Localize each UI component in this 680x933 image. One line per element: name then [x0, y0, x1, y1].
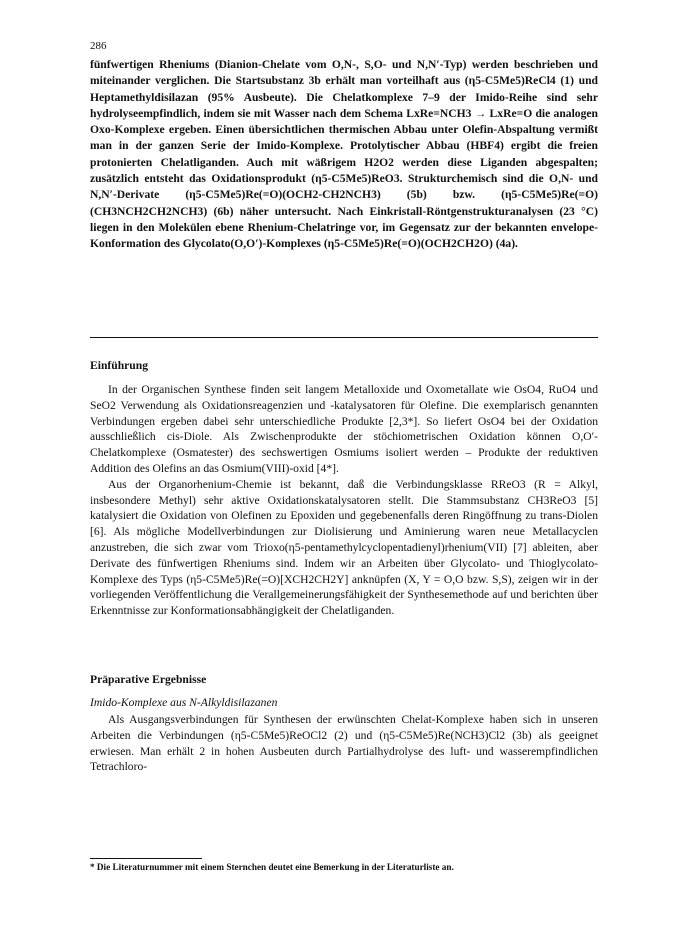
- section-heading-results: Präparative Ergebnisse: [90, 673, 207, 686]
- introduction-body: [90, 382, 598, 619]
- subsection-heading-imido: Imido-Komplexe aus N-Alkyldisilazanen: [90, 696, 278, 709]
- page-number: 286: [90, 40, 107, 52]
- results-paragraph-1: Als Ausgangsverbindungen für Synthesen der erwünschten Chelat-Komplexe haben sich in unseren Arbeiten die Verbindungen (η5-C5Me5)ReOCl2 (2) und (η5-C5Me5)Re(NCH3)Cl2 (3b) als geeignet erwiesen. Man erhält 2 in hohen Ausbeuten durch Partialhydrolyse des luft- und wasserempfindlichen Tetrachloro-: [90, 713, 598, 774]
- introduction-paragraph-2: Aus der Organorhenium-Chemie ist bekannt, daß die Verbindungsklasse RReO3 (R = Alkyl, insbesondere Methyl) sehr aktive Oxidationskatalysatoren stellt. Die Stammsubstanz CH3ReO3 [5] katalysiert die Oxidation von Olefinen zu Epoxiden und gegebenenfalls deren Ringöffnung zu trans-Diolen [6]. Als mögliche Modellverbindungen zur Diolisierung und Aminierung waren neue Metallacyclen anzustreben, die sich zwar vom Trioxo(η5-pentamethylcyclopentadienyl)rhenium(VII) [7] ableiten, aber Derivate des fünfwertigen Rheniums sind. Indem wir an Arbeiten über Glycolato- und Thioglycolato-Komplexe des Typs (η5-C5Me5)Re(=O)[XCH2CH2Y] anknüpfen (X, Y = O,O bzw. S,S), zeigen wir in der vorliegenden Veröffentlichung die Verallgemeinerungsfähigkeit der Synthesemethode auf und berichten über Erkenntnisse zur Konformationsabhängigkeit der Chelatliganden.: [90, 477, 598, 618]
- footnote-divider: [90, 858, 202, 859]
- section-heading-introduction: Einführung: [90, 359, 148, 372]
- abstract-paragraph: fünfwertigen Rheniums (Dianion-Chelate vom O,N-, S,O- und N,N′-Typ) werden beschrieben und miteinander verglichen. Die Startsubstanz 3b erhält man vorteilhaft aus (η5-C5Me5)ReCl4 (1) und Heptamethyldisilazan (95% Ausbeute). Die Chelatkomplexe 7–9 der Imido-Reihe sind sehr hydrolyseempfindlich, indem sie mit Wasser nach dem Schema LxRe=NCH3 → LxRe=O die analogen Oxo-Komplexe ergeben. Einen übersichtlichen thermischen Abbau unter Olefin-Abspaltung vermißt man in der ganzen Serie der Imido-Komplexe. Protolytischer Abbau (HBF4) ergibt die freien protonierten Chelatliganden. Auch mit wäßrigem H2O2 werden diese Liganden abgespalten; zusätzlich entsteht das Oxidationsprodukt (η5-C5Me5)ReO3. Strukturchemisch sind die O,N- und N,N′-Derivate (η5-C5Me5)Re(=O)(OCH2-CH2NCH3) (5b) bzw. (η5-C5Me5)Re(=O)(CH3NCH2CH2NCH3) (6b) näher untersucht. Nach Einkristall-Röntgenstrukturanalysen (23 °C) liegen in den Molekülen ebene Rhenium-Chelatringe vor, im Gegensatz zur der bekannten envelope-Konformation des Glycolato(O,O′)-Komplexes (η5-C5Me5)Re(=O)(OCH2CH2O) (4a).: [90, 58, 598, 251]
- abstract: [90, 57, 598, 253]
- results-body: [90, 712, 598, 775]
- section-divider: [90, 337, 598, 338]
- introduction-paragraph-1: In der Organischen Synthese finden seit langem Metalloxide und Oxometallate wie OsO4, RuO4 und SeO2 Verwendung als Oxidationsreagenzien und -katalysatoren für Olefine. Die exemplarisch genannten Verbindungen ergeben dabei sehr unterschiedliche Produkte [2,3*]. So liefert OsO4 bei der Oxidation ausschließlich cis-Diole. Als Zwischenprodukte der stöchiometrischen Oxidation können O,O′-Chelatkomplexe (Osmatester) des sechswertigen Osmiums isoliert werden – Produkte der reduktiven Addition des Olefins an das Osmium(VIII)-oxid [4*].: [90, 383, 598, 475]
- footnote: * Die Literaturnummer mit einem Sternchen deutet eine Bemerkung in der Literaturliste an.: [90, 862, 454, 872]
